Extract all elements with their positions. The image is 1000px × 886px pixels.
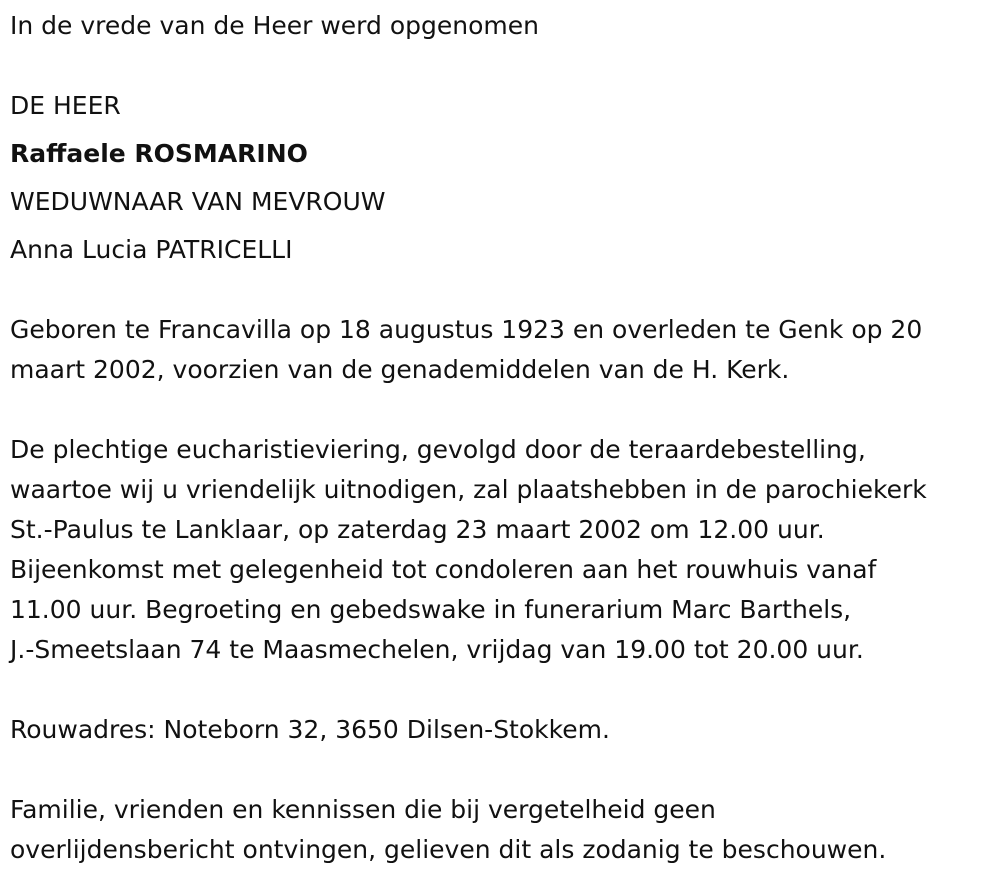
paragraph-line: J.-Smeetslaan 74 te Maasmechelen, vrijdag van 19.00 tot 20.00 uur.	[10, 635, 864, 664]
ceremony-paragraph	[10, 430, 990, 670]
paragraph-line: Bijeenkomst met gelegenheid tot condoleren aan het rouwhuis vanaf	[10, 555, 877, 584]
deceased-name: Raffaele ROSMARINO	[10, 139, 308, 168]
paragraph-line: 11.00 uur. Begroeting en gebedswake in funerarium Marc Barthels,	[10, 595, 852, 624]
spouse-name: Anna Lucia PATRICELLI	[10, 235, 293, 264]
paragraph-line: waartoe wij u vriendelijk uitnodigen, zal plaatshebben in de parochiekerk	[10, 475, 927, 504]
paragraph-line: overlijdensbericht ontvingen, gelieven dit als zodanig te beschouwen.	[10, 835, 887, 864]
intro-line: In de vrede van de Heer werd opgenomen	[10, 11, 539, 40]
family-paragraph	[10, 790, 990, 870]
paragraph-line: St.-Paulus te Lanklaar, op zaterdag 23 maart 2002 om 12.00 uur.	[10, 515, 825, 544]
birth-death-paragraph	[10, 310, 990, 390]
address-paragraph	[10, 710, 990, 750]
paragraph-line: De plechtige eucharistieviering, gevolgd door de teraardebestelling,	[10, 435, 866, 464]
paragraph-line: Geboren te Francavilla op 18 augustus 1923 en overleden te Genk op 20	[10, 315, 923, 344]
honorific-title: DE HEER	[10, 91, 121, 120]
widower-of-line: WEDUWNAAR VAN MEVROUW	[10, 187, 386, 216]
paragraph-line: Familie, vrienden en kennissen die bij vergetelheid geen	[10, 795, 716, 824]
paragraph-line: maart 2002, voorzien van de genademiddelen van de H. Kerk.	[10, 355, 790, 384]
mourning-address: Rouwadres: Noteborn 32, 3650 Dilsen-Stokkem.	[10, 715, 610, 744]
